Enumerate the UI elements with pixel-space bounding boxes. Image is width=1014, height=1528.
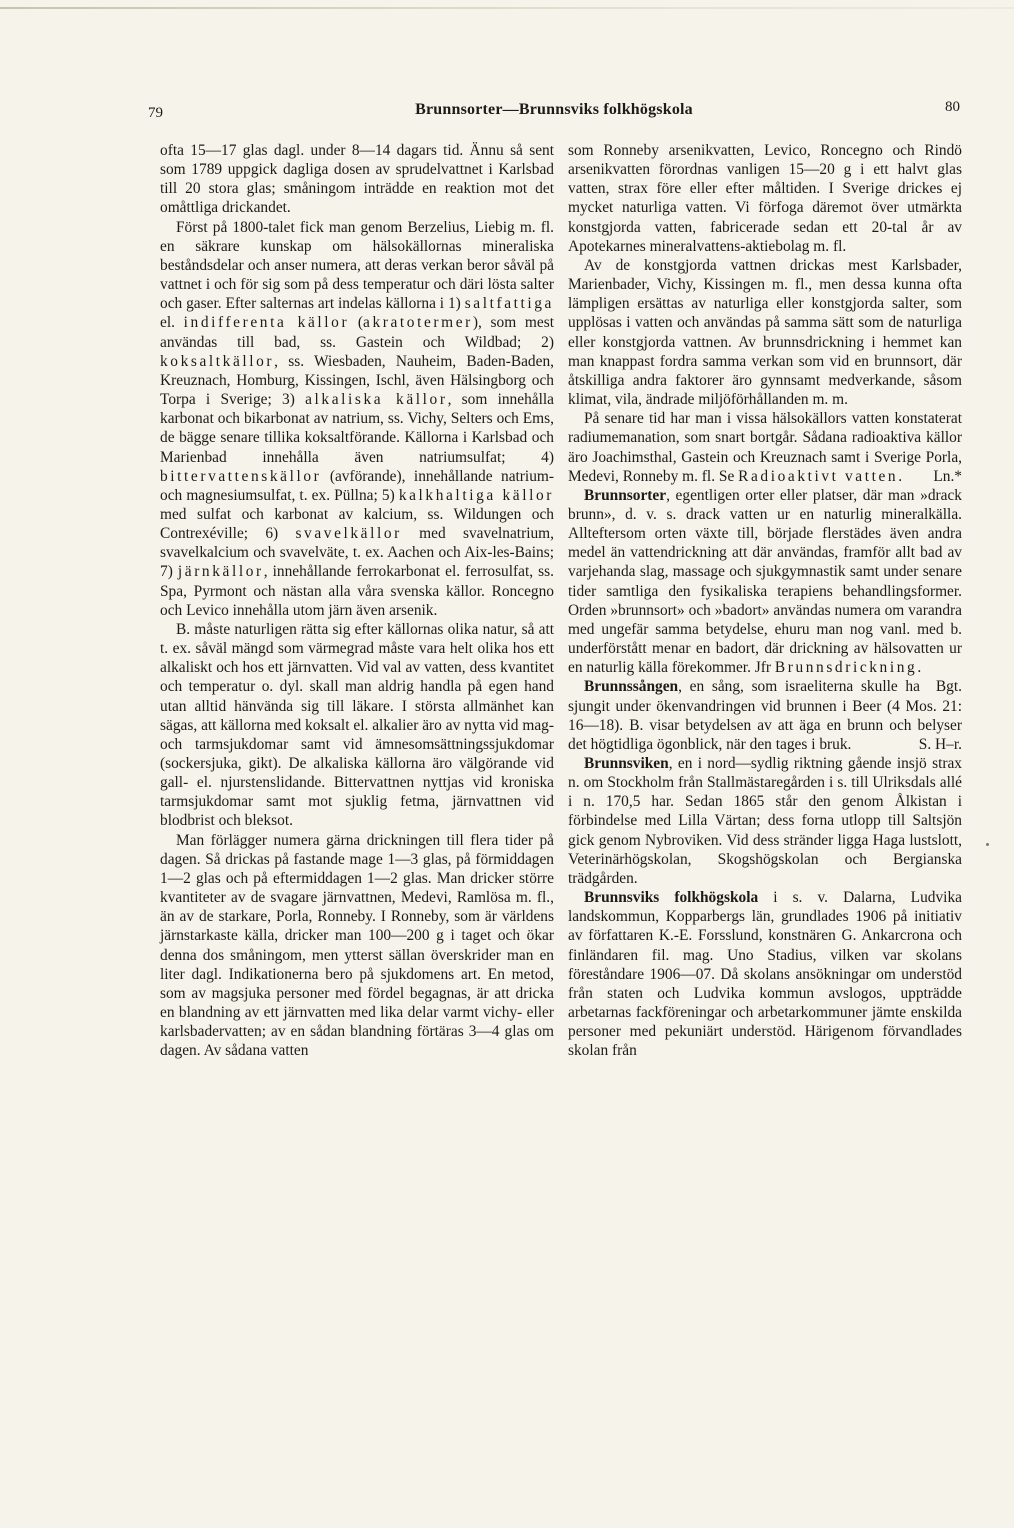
page-number-left: 79 — [148, 105, 163, 121]
paragraph: B. måste naturligen rätta sig efter källornas olika natur, så att t. ex. såväl mängd som värmegrad måste vara helt olika hos ett alkaliskt och hos ett järnvatten. Vid val av vatten, dess kvantitet och temperatur o. dyl. skall man aldrig handla på egen hand utan alltid hänvända sig till läkare. I största allmänhet kan sägas, att källorna med koksalt el. alkalier äro av nytta vid mag- och tarmsjukdomar samt vid ämnesomsättningssjukdomar (sockersjuka, gikt). De alkaliska källorna äro välgörande vid gall- el. njurstenslidande. Bittervattnen nyttjas vid kroniska tarmsjukdomar samt mot sjuklig fetma, järnvattnen vid blodbrist och bleksot. — [160, 620, 554, 830]
spaced-term: svavelkällor — [295, 525, 402, 543]
paragraph: ofta 15—17 glas dagl. under 8—14 dagars tid. Ännu så sent som 1789 uppgick dagliga dosen av sprudelvattnet i Karlsbad till 20 stora glas; småningom inträdde en reaktion mot det omåttliga drickandet. — [160, 142, 554, 217]
spaced-term: järnkällor — [177, 563, 264, 581]
paragraph: På senare tid har man i vissa hälsokällors vatten konstaterat radiumemanation, som snart bortgår. Sådana radioaktiva källor äro Joachimsthal, Gastein och Kreuznach samt i Sverige Porla, Medevi, Ronneby m. fl. Se Radioaktivt vatten. Ln.* — [568, 410, 962, 485]
spaced-term: indifferenta källor — [183, 314, 350, 332]
entry-brunnssangen: Brunnssången, en sång, som israeliterna skulle ha sjungit under ökenvandringen vid brunnen i Beer (4 Mos. 21: 16—18). B. visar betydelsen av att äga en brunn och belyser det högtidliga ögonblick, när den tages i bruk. S. H–r. — [568, 678, 962, 753]
spaced-term: akratotermer — [363, 314, 473, 332]
headword: Brunnssången — [584, 678, 679, 696]
running-head: Brunnsorter—Brunnsviks folkhögskola — [415, 101, 693, 118]
headword: Brunnsviks folkhögskola — [584, 889, 759, 907]
margin-mark — [986, 843, 989, 846]
page-number-right: 80 — [945, 99, 960, 115]
paragraph: Man förlägger numera gärna drickningen till flera tider på dagen. Så drickas på fastande mage 1—3 glas, på förmiddagen 1—2 glas och på eftermiddagen 1—2 glas. Man dricker större kvantiteter av de svagare järnvattnen, Medevi, Ramlösa m. fl., än av de starkare, Porla, Ronneby. I Ronneby, som är världens järnstarkaste källa, dricker man 100—200 g i taget och ökar denna dos småningom, men ytterst sällan överskrider man en liter dagl. Indikationerna bero på sjukdomens art. En metod, som av magsjuka personer med fördel begagnas, är att dricka en blandning av ett järnvatten med lika delar varmt vichy- eller karlsbadervatten; av en sådan blandning förtäras 3—4 glas om dagen. Av sådana vatten — [160, 831, 554, 1060]
entry-brunnsviks-folkhogskola: Brunnsviks folkhögskola i s. v. Dalarna, Ludvika landskommun, Kopparbergs län, grundlades 1906 på initiativ av författaren K.-E. Forsslund, konstnären G. Ankarcrona och finländaren fil. mag. Uno Stadius, vilken var skolans föreståndare 1906—07. Då skolans ansökningar om understöd från staten och Ludvika kommun avslogos, uppträdde arbetarnas fackföreningar och arbetarkommuner jämte enskilda personer med pekuniärt understöd. Härigenom förvandlades skolan från — [568, 889, 962, 1060]
paragraph: som Ronneby arsenikvatten, Levico, Roncegno och Rindö arsenikvatten förordnas vanligen 15—20 g i ett halvt glas vatten, strax före eller efter måltiden. I Sverige drickes ej mycket naturliga vatten. Vi förfoga däremot över utmärkta konstgjorda vatten, fabricerade sedan ett 20-tal år av Apotekarnes mineralvattens-aktiebolag m. fl. — [568, 142, 962, 255]
author-signature: Bgt. — [935, 678, 962, 696]
cross-reference: Radioaktivt vatten — [738, 467, 899, 485]
headword: Brunnsorter — [584, 486, 667, 504]
entry-brunnsorter: Brunnsorter, egentligen orter eller platser, där man »drack brunn», d. v. s. drack vatten ur en naturlig mineralkälla. Allteftersom orten växte till, började flerstädes även andra medel än vattendrickning att där användas, framför allt bad av varjehanda slag, massage och sjukgymnastik samt under senare tider samtliga den fysikaliska terapiens behandlingsformer. Orden »brunnsort» och »badort» användas numera om varandra med ungefär samma betydelse, ehuru man nog vanl. med b. underförstått menar en badort, där drickning av hälsovatten ur en naturlig källa förekommer. Jfr Brunnsdrickning. Bgt. — [568, 486, 962, 696]
page-top-edge — [0, 7, 1014, 9]
author-signature: Ln.* — [933, 467, 962, 485]
spaced-term: alkaliska källor — [305, 391, 448, 409]
headword: Brunnsviken — [584, 755, 669, 772]
spaced-term: bittervattenskällor — [160, 467, 322, 485]
spaced-term: saltfattiga — [464, 295, 554, 313]
cross-reference: Brunnsdrickning — [774, 659, 918, 677]
author-signature: S. H–r. — [918, 735, 962, 753]
left-column — [160, 141, 554, 1061]
right-column — [568, 141, 962, 1061]
entry-brunnsviken: Brunnsviken, en i nord—sydlig riktning gående insjö strax n. om Stockholm från Stallmästaregården i s. till Ulriksdals allé i n. 170,5 har. Sedan 1865 står den genom Ålkistan i förbindelse med Lilla Värtan; dess forna utlopp till Saltsjön gick genom Nybroviken. Vid dess stränder ligga Haga lustslott, Veterinärhögskolan, Skogshögskolan och Bergianska trädgården. — [568, 755, 962, 887]
spaced-term: kalkhaltiga källor — [398, 486, 554, 504]
page-header — [146, 99, 962, 127]
spaced-term: koksaltkällor — [160, 352, 275, 370]
paragraph: Först på 1800-talet fick man genom Berzelius, Liebig m. fl. en säkrare kunskap om hälsokällornas mineraliska beståndsdelar och anser numera, att deras verkan beror såväl på vattnet i och för sig som på dess temperatur och däri lösta salter och gaser. Efter salternas art indelas källorna i 1) saltfattiga el. indifferenta källor (akratotermer), som mest användas till bad, ss. Gastein och Wildbad; 2) koksaltkällor, ss. Wiesbaden, Nauheim, Baden-Baden, Kreuznach, Homburg, Kissingen, Ischl, även Hälsingborg och Torpa i Sverige; 3) alkaliska källor, som innehålla karbonat och bikarbonat av natrium, ss. Vichy, Selters och Ems, de bägge senare tillika koksaltförande. Källorna i Karlsbad och Marienbad innehålla även natriumsulfat; 4) bittervattenskällor (avförande), innehållande natrium- och magnesiumsulfat, t. ex. Püllna; 5) kalkhaltiga källor med sulfat och karbonat av kalcium, ss. Wildungen och Contrexéville; 6) svavelkällor med svavelnatrium, svavelkalcium och svavelväte, t. ex. Aachen och Aix-les-Bains; 7) järnkällor, innehållande ferrokarbonat el. ferrosulfat, ss. Spa, Pyrmont och nästan alla våra svenska källor. Roncegno och Levico innehålla utom järn även arsenik. — [160, 218, 554, 619]
paragraph: Av de konstgjorda vattnen drickas mest Karlsbader, Marienbader, Vichy, Kissingen m. fl., men dessa kunna ofta lämpligen ersättas av naturliga eller konstgjorda salter, som upplösas i vatten och användas på samma sätt som de naturliga eller konstgjorda vattnen. Av brunnsdrickning i hemmet kan man knappast fordra samma verkan som vid en brunnsort, där åtskilliga andra faktorer äro gynnsamt medverkande, såsom klimat, vila, ändrade miljöförhållanden m. m. — [568, 256, 962, 409]
